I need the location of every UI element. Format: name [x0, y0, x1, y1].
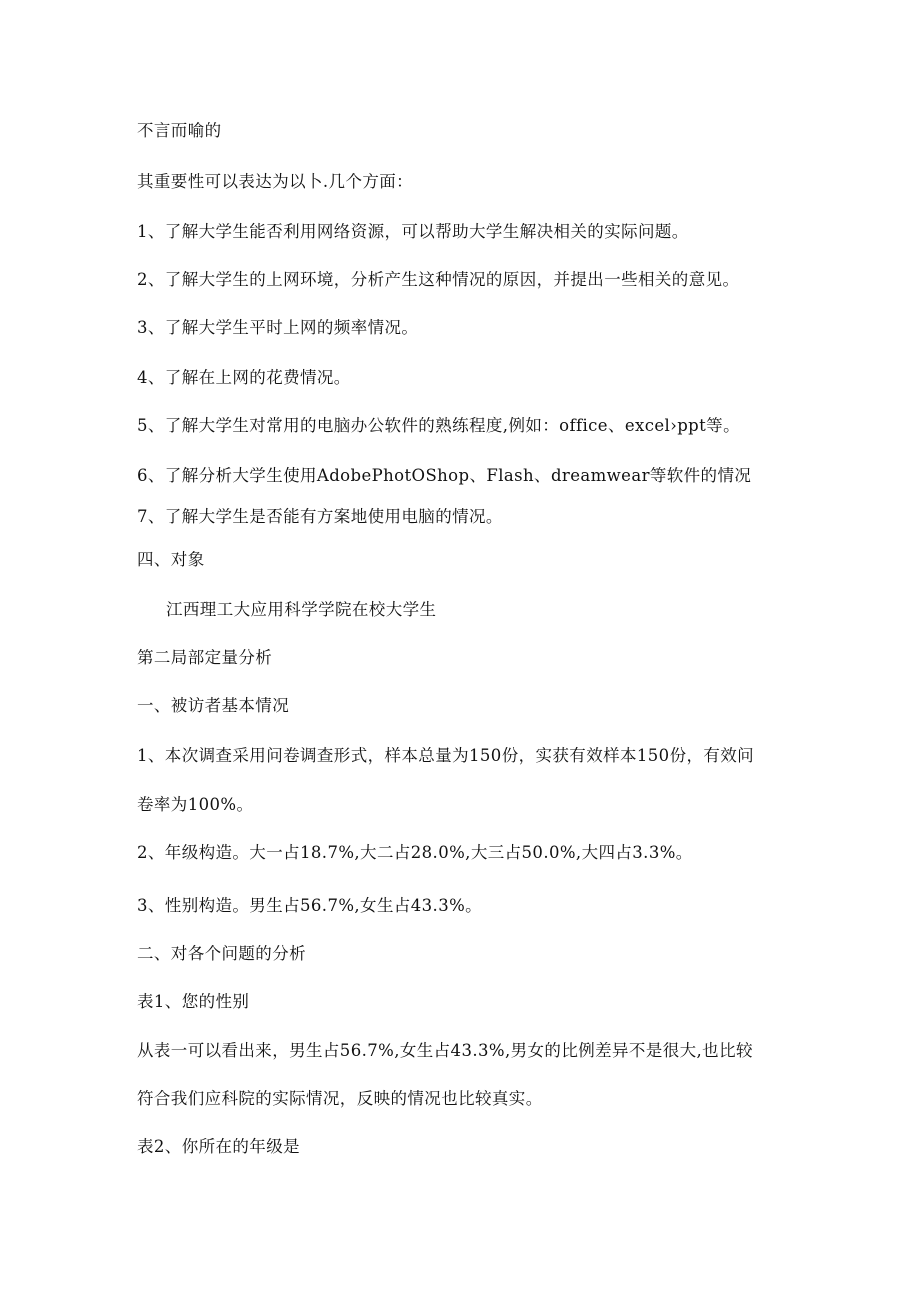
paragraph-line: 3、性别构造。男生占56.7%,女生占43.3%。 — [137, 896, 483, 915]
paragraph-line: 2、年级构造。大一占18.7%,大二占28.0%,大三占50.0%,大四占3.3%。 — [137, 843, 693, 862]
section-heading: 一、被访者基本情况 — [137, 696, 290, 715]
paragraph-line: 从表一可以看出来，男生占56.7%,女生占43.3%,男女的比例差异不是很大,也比较 — [137, 1041, 753, 1060]
list-item: 4、了解在上网的花费情况。 — [137, 368, 351, 387]
text-line: 不言而喻的 — [137, 121, 222, 140]
text-line: 江西理工大应用科学学院在校大学生 — [166, 600, 437, 619]
section-heading: 四、对象 — [137, 550, 205, 569]
table-caption: 表1、您的性别 — [137, 992, 250, 1011]
list-item: 7、了解大学生是否能有方案地使用电脑的情况。 — [137, 507, 503, 526]
table-caption: 表2、你所在的年级是 — [137, 1137, 300, 1156]
paragraph-line: 1、本次调查采用问卷调查形式，样本总量为150份，实获有效样本150份，有效问 — [137, 746, 755, 765]
paragraph-line: 符合我们应科院的实际情况，反映的情况也比较真实。 — [137, 1089, 543, 1108]
list-item: 1、了解大学生能否利用网络资源，可以帮助大学生解决相关的实际问题。 — [137, 222, 689, 241]
list-item: 5、了解大学生对常用的电脑办公软件的熟练程度,例如：office、excel›ppt等。 — [137, 416, 740, 435]
list-item: 6、了解分析大学生使用AdobePhotOShop、Flash、dreamwear等软件的情况 — [137, 466, 752, 485]
text-line: 其重要性可以表达为以卜.几个方面： — [137, 172, 414, 191]
section-heading: 二、对各个问题的分析 — [137, 944, 306, 963]
list-item: 2、了解大学生的上网环境，分析产生这种情况的原因，并提出一些相关的意见。 — [137, 270, 740, 289]
list-item: 3、了解大学生平时上网的频率情况。 — [137, 318, 419, 337]
section-heading: 第二局部定量分析 — [137, 648, 273, 667]
paragraph-line: 卷率为100%。 — [137, 795, 254, 814]
